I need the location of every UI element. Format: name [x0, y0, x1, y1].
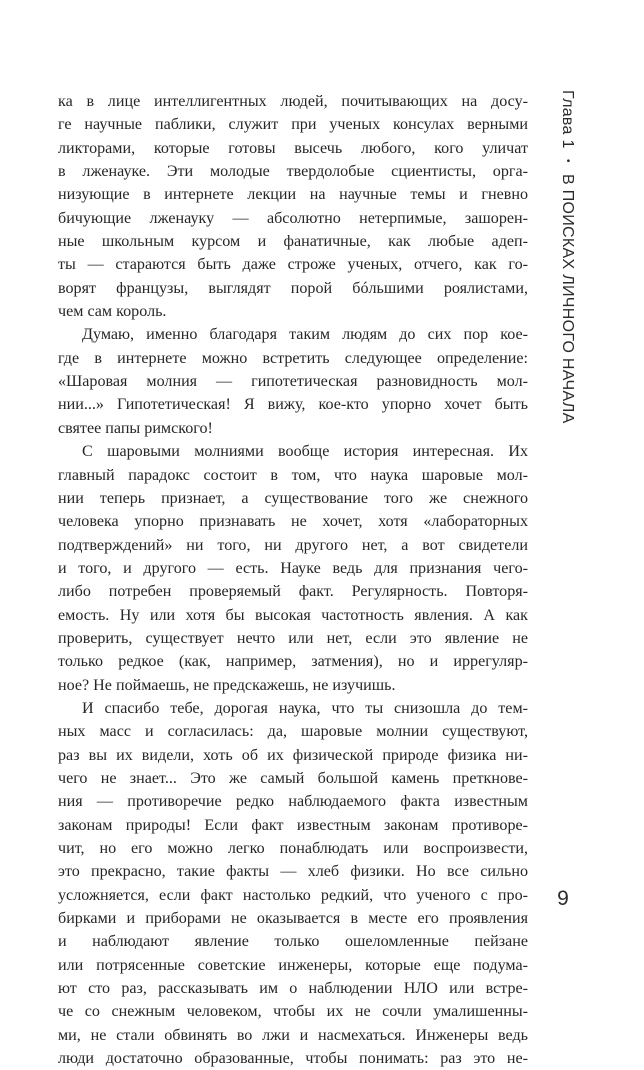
- body-text: [58, 90, 528, 1070]
- text-line: усложняется, если факт настолько редкий, что ученого с про-: [58, 886, 528, 904]
- text-line: чит, но его можно легко понаблюдать или воспроизвести,: [58, 840, 528, 857]
- text-line: либо потребен проверяемый факт. Регулярность. Повторя-: [58, 583, 528, 601]
- text-line: бирками и приборами не оказывается в месте его проявления: [58, 910, 528, 928]
- text-line: святее папы римского!: [58, 419, 213, 437]
- text-line: ворят французы, выглядят порой бóльшими роялистами,: [58, 279, 528, 297]
- text-line: емость. Ну или хотя бы высокая частотность явления. А как: [58, 606, 528, 624]
- text-line: подтверждений» ни того, ни другого нет, а вот свидетели: [58, 536, 528, 554]
- text-line: ные школьным курсом и фанатичные, как любые адеп-: [58, 233, 528, 251]
- text-line: ка в лице интеллигентных людей, почитывающих на досу-: [58, 93, 528, 110]
- page-number: 9: [557, 887, 569, 910]
- text-line: человека упорно признавать не хочет, хотя «лабораторных: [58, 513, 528, 531]
- text-line: Думаю, именно благодаря таким людям до сих пор кое-: [82, 326, 528, 344]
- text-line: чем сам король.: [58, 303, 167, 321]
- text-line: раз вы их видели, хоть об их физической природе физика ни-: [58, 746, 528, 764]
- text-line: низующие в интернете лекции на научные темы и гневно: [58, 186, 528, 204]
- text-line: ния — противоречие редко наблюдаемого факта известным: [58, 793, 528, 811]
- text-line: ют сто раз, рассказывать им о наблюдении НЛО или встре-: [58, 980, 528, 998]
- text-line: нии...» Гипотетическая! Я вижу, кое-кто упорно хочет быть: [58, 396, 528, 414]
- text-line: где в интернете можно встретить следующее определение:: [58, 349, 528, 367]
- text-line: главный парадокс состоит в том, что наука шаровые мол-: [58, 466, 528, 484]
- chapter-label: Глава 1: [559, 90, 576, 149]
- text-line: С шаровыми молниями вообще история интересная. Их: [82, 443, 528, 461]
- text-line: ное? Не поймаешь, не предскажешь, не изучишь.: [58, 676, 396, 694]
- text-line: чего не знает... Это же самый большой камень преткнове-: [58, 769, 528, 787]
- text-line: и наблюдают явление только ошеломленные пейзане: [58, 933, 528, 951]
- running-header: [550, 90, 576, 670]
- text-line: только редкое (как, например, затмения), но и иррегуляр-: [58, 653, 528, 671]
- text-line: законам природы! Если факт известным законам противоре-: [58, 816, 528, 834]
- text-line: и того, и другого — есть. Науке ведь для признания чего-: [58, 559, 528, 577]
- text-line: ми, не стали обвинять во лжи и насмехаться. Инженеры ведь: [58, 1026, 528, 1044]
- text-line: ных масс и согласилась: да, шаровые молнии существуют,: [58, 723, 528, 741]
- text-line: ты — стараются быть даже строже ученых, отчего, как го-: [58, 256, 528, 274]
- text-line: нии теперь признает, а существование того же снежного: [58, 489, 528, 507]
- text-line: ге научные паблики, служит при ученых консулах верными: [58, 116, 528, 134]
- text-line: люди достаточно образованные, чтобы понимать: раз это не-: [58, 1050, 528, 1068]
- text-line: бичующие лженауку — абсолютно нетерпимые, зашорен-: [58, 209, 528, 227]
- text-line: ликторами, которые готовы высечь любого, кого уличат: [58, 139, 528, 157]
- text-line: или потрясенные советские инженеры, которые еще подума-: [58, 956, 528, 974]
- chapter-title: В ПОИСКАХ ЛИЧНОГО НАЧАЛА: [559, 173, 576, 424]
- header-separator: •: [562, 159, 573, 164]
- text-line: «Шаровая молния — гипотетическая разновидность мол-: [58, 373, 528, 391]
- text-line: че со снежным человеком, чтобы их не сочли умалишенны-: [58, 1003, 528, 1021]
- text-line: проверить, существует нечто или нет, если это явление не: [58, 629, 528, 647]
- text-line: это прекрасно, такие факты — хлеб физики. Но все сильно: [58, 863, 528, 881]
- text-line: И спасибо тебе, дорогая наука, что ты снизошла до тем-: [82, 699, 528, 717]
- text-line: в лженауке. Эти молодые твердолобые сциентисты, орга-: [58, 163, 528, 181]
